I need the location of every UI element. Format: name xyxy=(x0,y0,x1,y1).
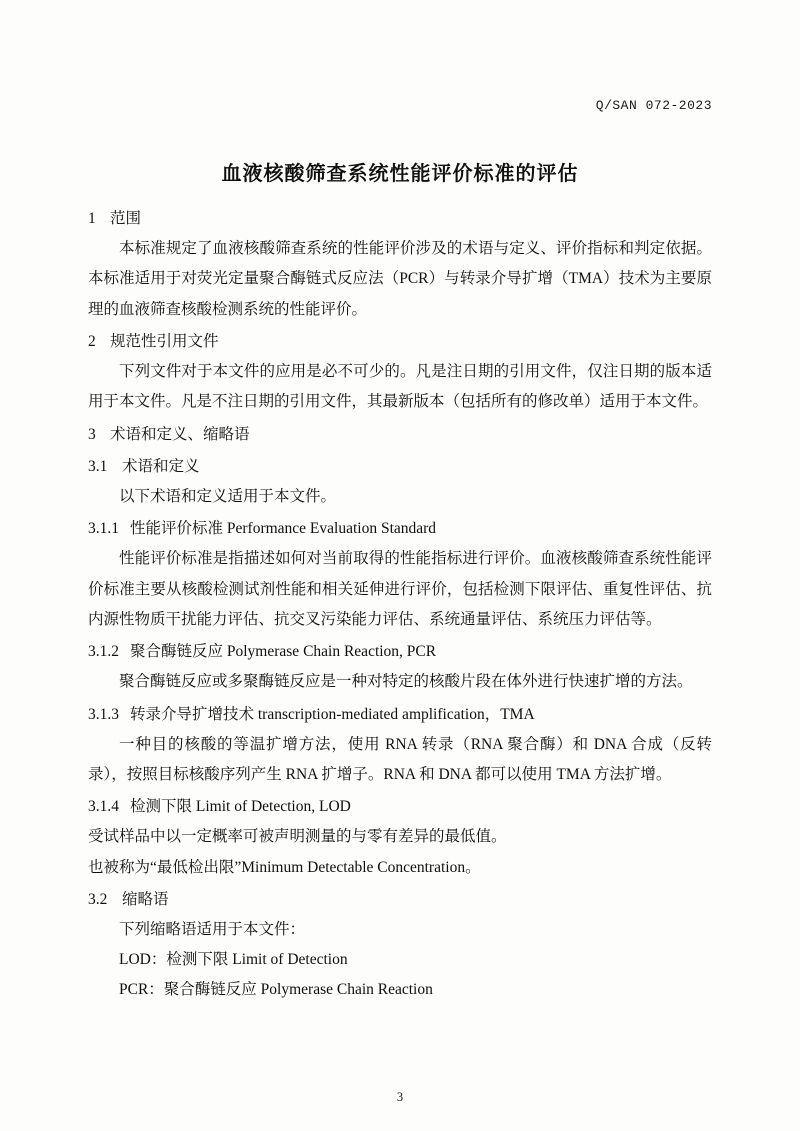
section-heading-3 xyxy=(88,420,712,450)
abbreviation-item-lod: LOD：检测下限 Limit of Detection xyxy=(119,951,348,969)
footer-page-number: 3 xyxy=(396,1090,404,1104)
term-heading-3-1-4 xyxy=(88,792,712,822)
term-3-1-2-paragraph: 聚合酶链反应或多聚酶链反应是一种对特定的核酸片段在体外进行快速扩增的方法。 xyxy=(119,673,693,691)
term-title-3-1-4: 检测下限 Limit of Detection, LOD xyxy=(130,798,351,816)
section-number-2: 2 xyxy=(88,332,96,350)
subsection-title-3-2: 缩略语 xyxy=(122,890,169,908)
subsection-3-2-intro: 下列缩略语适用于本文件： xyxy=(119,921,306,939)
section-heading-2 xyxy=(88,327,712,357)
section-title-1: 范围 xyxy=(110,210,142,227)
term-number-3-1-2: 3.1.2 xyxy=(88,643,119,661)
section-1-paragraph: 本标准规定了血液核酸筛查系统的性能评价涉及的术语与定义、评价指标和判定依据。本标准适用于对荧光定量聚合酶链式反应法（PCR）与转录介导扩增（TMA）技术为主要原理的血液筛查核酸检测系统的性能评价。 xyxy=(88,240,712,318)
subsection-heading-3-1 xyxy=(88,452,712,482)
term-3-1-4-paragraph-1: 受试样品中以一定概率可被声明测量的与零有差异的最低值。 xyxy=(88,828,507,846)
term-number-3-1-3: 3.1.3 xyxy=(88,705,119,723)
standard-code-header: Q/SAN 072-2023 xyxy=(595,98,712,113)
subsection-number-3-2: 3.2 xyxy=(88,890,108,908)
term-heading-3-1-3 xyxy=(88,700,712,730)
subsection-heading-3-2 xyxy=(88,885,712,915)
subsection-3-1-paragraph: 以下术语和定义适用于本文件。 xyxy=(119,487,337,505)
section-number-3: 3 xyxy=(88,425,96,443)
page-content xyxy=(88,0,712,1006)
term-number-3-1-4: 3.1.4 xyxy=(88,798,119,816)
abbreviation-item-pcr: PCR：聚合酶链反应 Polymerase Chain Reaction xyxy=(119,981,433,999)
section-title-3: 术语和定义、缩略语 xyxy=(110,425,250,443)
page-title: 血液核酸筛查系统性能评价标准的评估 xyxy=(221,163,579,185)
term-number-3-1-1: 3.1.1 xyxy=(88,520,119,538)
term-title-3-1-1: 性能评价标准 Performance Evaluation Standard xyxy=(130,520,437,538)
term-3-1-4-paragraph-2: 也被称为“最低检出限”Minimum Detectable Concentration。 xyxy=(88,858,481,876)
term-title-3-1-2: 聚合酶链反应 Polymerase Chain Reaction, PCR xyxy=(130,643,437,661)
term-title-3-1-3: 转录介导扩增技术 transcription-mediated amplification，TMA xyxy=(130,705,535,723)
term-3-1-3-paragraph: 一种目的核酸的等温扩增方法，使用 RNA 转录（RNA 聚合酶）和 DNA 合成（反转录），按照目标核酸序列产生 RNA 扩增子。RNA 和 DNA 都可以使用 TMA 方法扩增。 xyxy=(88,735,712,783)
section-title-2: 规范性引用文件 xyxy=(110,332,219,350)
term-3-1-1-paragraph: 性能评价标准是指描述如何对当前取得的性能指标进行评价。血液核酸筛查系统性能评价标准主要从核酸检测试剂性能和相关延伸进行评价，包括检测下限评估、重复性评估、抗内源性物质干扰能力评估、抗交叉污染能力评估、系统通量评估、系统压力评估等。 xyxy=(88,550,712,628)
term-heading-3-1-2 xyxy=(88,637,712,667)
section-heading-1 xyxy=(88,204,712,234)
subsection-number-3-1: 3.1 xyxy=(88,457,108,475)
subsection-title-3-1: 术语和定义 xyxy=(122,457,200,475)
section-number-1: 1 xyxy=(88,210,96,227)
section-2-paragraph: 下列文件对于本文件的应用是必不可少的。凡是注日期的引用文件，仅注日期的版本适用于本文件。凡是不注日期的引用文件，其最新版本（包括所有的修改单）适用于本文件。 xyxy=(88,363,712,411)
term-heading-3-1-1 xyxy=(88,514,712,544)
